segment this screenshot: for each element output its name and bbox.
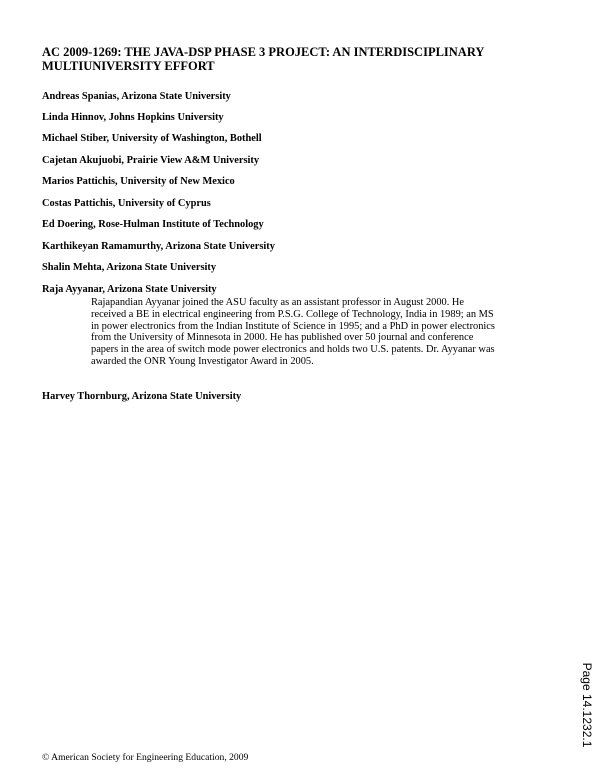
author-karthikeyan-ramamurthy: Karthikeyan Ramamurthy, Arizona State University [42, 241, 275, 252]
bio-line: in power electronics from the Indian Institute of Science in 1995; and a PhD in power electronics [91, 320, 495, 332]
bio-line: awarded the ONR Young Investigator Award in 2005. [91, 355, 314, 367]
author-andreas-spanias: Andreas Spanias, Arizona State University [42, 91, 231, 102]
bio-line: from the University of Minnesota in 2000. He has published over 50 journal and conference [91, 332, 474, 344]
copyright-footer: © American Society for Engineering Education, 2009 [42, 752, 249, 763]
author-cajetan-akujuobi: Cajetan Akujuobi, Prairie View A&M University [42, 155, 260, 166]
bio-line: Rajapandian Ayyanar joined the ASU faculty as an assistant professor in August 2000. He [91, 297, 465, 308]
author-bio [91, 297, 561, 368]
author-marios-pattichis: Marios Pattichis, University of New Mexico [42, 176, 235, 187]
author-linda-hinnov: Linda Hinnov, Johns Hopkins University [42, 112, 224, 123]
bio-line: papers in the area of switch mode power electronics and holds two U.S. patents. Dr. Ayyanar was [91, 344, 495, 356]
author-raja-ayyanar: Raja Ayyanar, Arizona State University [42, 284, 217, 295]
page-number: Page 14.1232.1 [580, 662, 594, 748]
title-line-2: MULTIUNIVERSITY EFFORT [42, 59, 215, 73]
author-costas-pattichis: Costas Pattichis, University of Cyprus [42, 198, 211, 209]
author-shalin-mehta: Shalin Mehta, Arizona State University [42, 262, 217, 273]
author-michael-stiber: Michael Stiber, University of Washington, Bothell [42, 133, 262, 144]
bio-line: received a BE in electrical engineering from P.S.G. College of Technology, India in 1989; an MS [91, 308, 494, 320]
page-title [42, 45, 562, 73]
title-line-1: AC 2009-1269: THE JAVA-DSP PHASE 3 PROJECT: AN INTERDISCIPLINARY [42, 45, 485, 59]
author-ed-doering: Ed Doering, Rose-Hulman Institute of Technology [42, 219, 264, 230]
author-harvey-thornburg: Harvey Thornburg, Arizona State University [42, 391, 242, 402]
